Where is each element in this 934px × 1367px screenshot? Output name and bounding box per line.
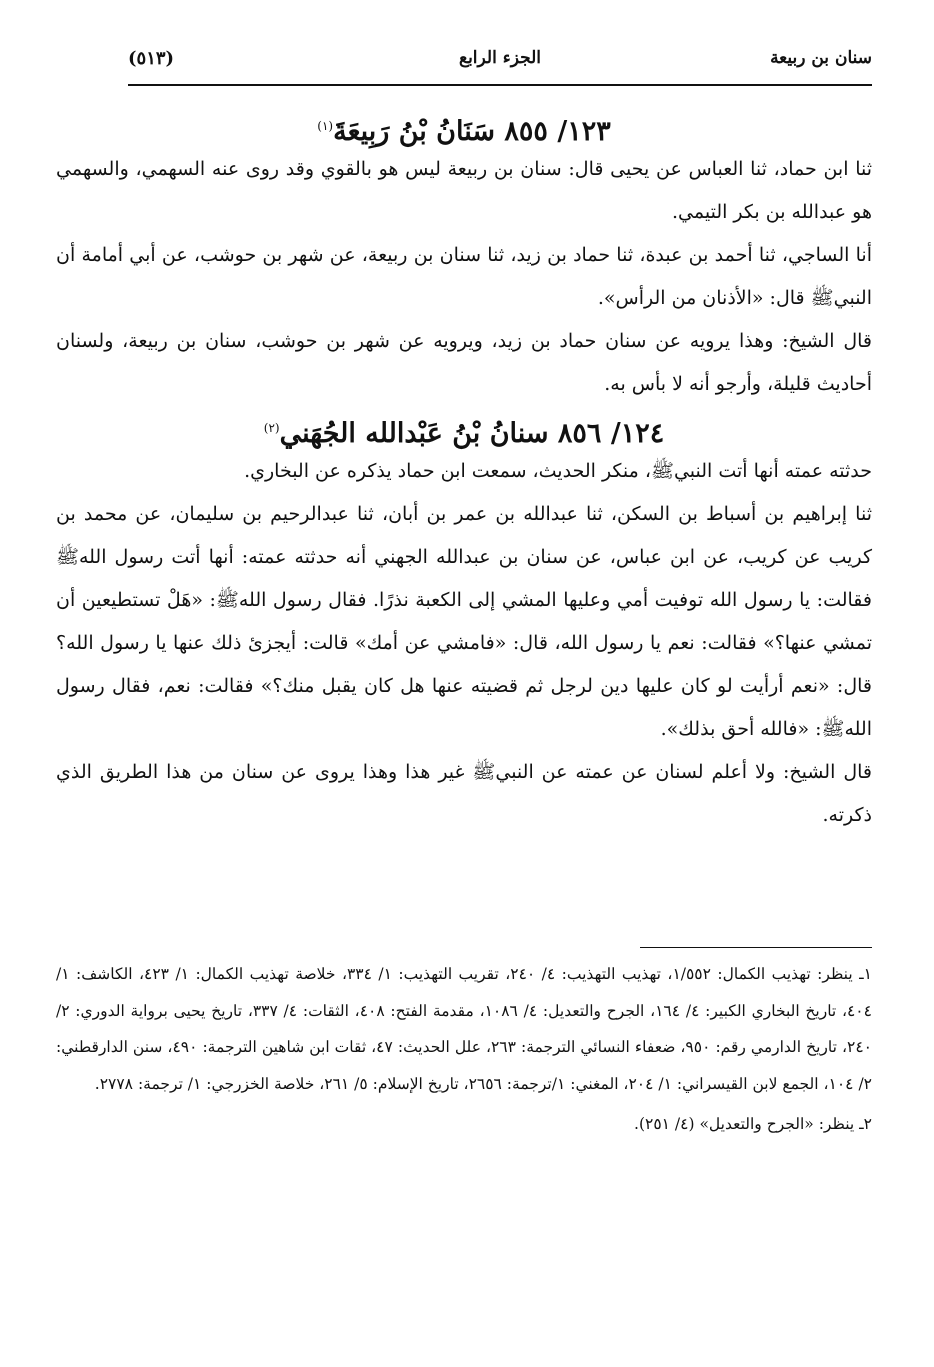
footnote: ١ـ ينظر: تهذيب الكمال: ١/٥٥٢، تهذيب التهذيب: ٤/ ٢٤٠، تقريب التهذيب: ١/ ٣٣٤، خلاصة تهذيب الكمال: ١/ ٤٢٣، الكاشف: ١/ ٤٠٤، تاريخ البخاري الكبير: ٤/ ١٦٤، الجرح والتعديل: ٤/ ١٠٨٦، مقدمة الفتح: ٤٠٨، الثقات: ٤/ ٣٣٧، تاريخ يحيى برواية الدوري: ٢/ ٢٤٠، تاريخ الدارمي رقم: ٩٥٠، ضعفاء النسائي الترجمة: ٢٦٣، علل الحديث: ٤٧، ثقات ابن شاهين الترجمة: ٤٩٠، سنن الدارقطني: ٢/ ١٠٤، الجمع لابن القيسراني: ١/ ٢٠٤، المغني: ١/ترجمة: ٢٦٥٦، تاريخ الإسلام: ٥/ ٢٦١، خلاصة الخزرجي: ١/ ترجمة: ٢٧٧٨. [56,965,872,1093]
paragraph: ثنا إبراهيم بن أسباط بن السكن، ثنا عبدالله بن عمر بن أبان، ثنا عبدالرحيم بن سليمان، عن محمد بن كريب عن كريب، عن ابن عباس، عن سنان بن عبدالله الجهني أنه حدثته عمته: أنها أتت رسول اللهﷺ فقالت: يا رسول الله توفيت أمي وعليها المشي إلى الكعبة نذرًا. فقال رسول اللهﷺ: «هَلْ تستطيعين أن تمشي عنها؟» فقالت: نعم يا رسول الله، قال: «فامشي عن أمك» قالت: أيجزئ ذلك عنها يا رسول الله؟ قال: «نعم أرأيت لو كان عليها دين لرجل ثم قضيته عنها هل كان يقبل منك؟» فقالت: نعم، فقال رسول اللهﷺ: «فالله أحق بذلك». [56,503,872,740]
running-header [128,38,872,82]
paragraph: قال الشيخ: وهذا يرويه عن سنان حماد بن زيد، ويرويه عن شهر بن حوشب، سنان بن ربيعة، ولسنان أحاديث قليلة، وأرجو أنه لا بأس به. [56,330,872,395]
paragraph: ثنا ابن حماد، ثنا العباس عن يحيى قال: سنان بن ربيعة ليس هو بالقوي وقد روى عنه السهمي، والسهمي هو عبدالله بن بكر التيمي. [56,158,872,223]
footnote: ٢ـ ينظر: «الجرح والتعديل» (٤/ ٢٥١). [634,1115,872,1133]
main-text [56,104,872,837]
footnotes [56,956,872,1143]
footnote-divider [640,947,872,948]
paragraph: قال الشيخ: ولا أعلم لسنان عن عمته عن النبيﷺ غير هذا وهذا يروى عن سنان من هذا الطريق الذي ذكرته. [56,761,872,826]
paragraph: أنا الساجي، ثنا أحمد بن عبدة، ثنا حماد بن زيد، ثنا سنان بن ربيعة، عن شهر بن حوشب، عن أبي أمامة أن النبيﷺ قال: «الأذنان من الرأس». [56,244,872,309]
entry-heading-text: ١٢٤/ ٨٥٦ سنانُ بْنُ عَبْدالله الجُهَني [279,418,665,449]
entry-heading [56,104,872,148]
header-divider [128,84,872,86]
footnote-reference: (٢) [263,421,280,435]
page-number: (٥١٣) [128,48,175,69]
entry-heading [56,406,872,450]
entry-heading-text: ١٢٣/ ٨٥٥ سَنَانُ بْنُ رَبِيعَةَ [333,116,611,147]
running-header-chapter: سنان بن ربيعة [770,48,872,68]
paragraph: حدثته عمته أنها أتت النبيﷺ، منكر الحديث، سمعت ابن حماد يذكره عن البخاري. [244,460,872,482]
running-header-part: الجزء الرابع [459,48,541,68]
footnote-reference: (١) [317,119,334,133]
